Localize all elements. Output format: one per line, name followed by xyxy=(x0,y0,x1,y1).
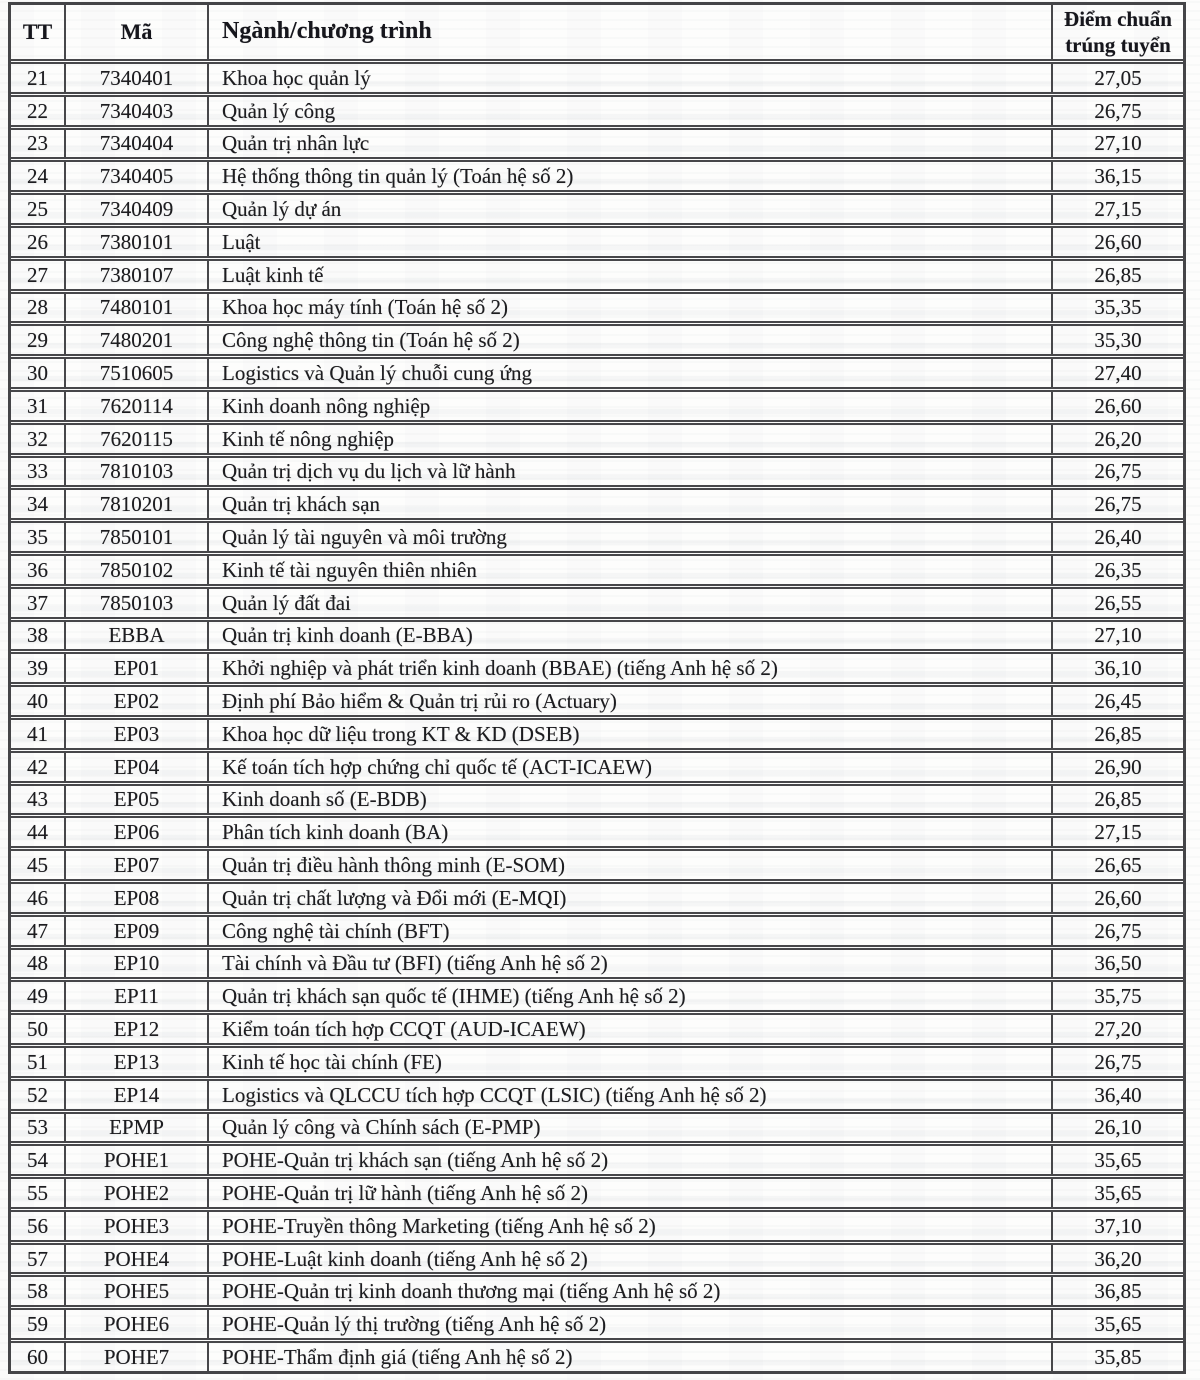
program-cell: POHE-Luật kinh doanh (tiếng Anh hệ số 2) xyxy=(209,1245,1053,1273)
score-cell: 26,40 xyxy=(1094,524,1142,549)
program-cell: Phân tích kinh doanh (BA) xyxy=(209,818,1053,846)
tt-cell: 45 xyxy=(11,851,66,879)
score-cell: 26,75 xyxy=(1094,1049,1142,1074)
code-cell: 7340409 xyxy=(66,195,209,223)
code-cell: 7620115 xyxy=(66,425,209,453)
program-cell: Quản trị nhân lực xyxy=(209,130,1053,158)
tt-cell: 39 xyxy=(11,654,66,682)
table-row xyxy=(11,1240,1183,1273)
program-cell: POHE-Quản lý thị trường (tiếng Anh hệ số 2) xyxy=(209,1310,1053,1338)
table-row xyxy=(11,682,1183,715)
score-cell: 26,35 xyxy=(1094,557,1142,582)
tt-cell: 50 xyxy=(11,1015,66,1043)
tt-cell: 30 xyxy=(11,359,66,387)
score-cell: 26,55 xyxy=(1094,590,1142,615)
program-cell: Kiểm toán tích hợp CCQT (AUD-ICAEW) xyxy=(209,1015,1053,1043)
code-cell: EP09 xyxy=(66,917,209,945)
table-row xyxy=(11,617,1183,650)
tt-cell: 24 xyxy=(11,162,66,190)
table-row xyxy=(11,977,1183,1010)
score-cell: 35,30 xyxy=(1094,328,1142,353)
tt-cell: 38 xyxy=(11,622,66,650)
program-cell: POHE-Truyền thông Marketing (tiếng Anh hệ số 2) xyxy=(209,1212,1053,1240)
code-cell: 7510605 xyxy=(66,359,209,387)
program-cell: Định phí Bảo hiểm & Quản trị rủi ro (Actuary) xyxy=(209,687,1053,715)
tt-cell: 35 xyxy=(11,523,66,551)
table-row xyxy=(11,1174,1183,1207)
tt-cell: 33 xyxy=(11,458,66,486)
score-cell: 27,20 xyxy=(1094,1016,1142,1041)
score-cell: 26,60 xyxy=(1094,229,1142,254)
admission-score-table xyxy=(8,2,1186,1374)
table-row xyxy=(11,190,1183,223)
code-cell: EP04 xyxy=(66,753,209,781)
tt-cell: 54 xyxy=(11,1146,66,1174)
tt-cell: 47 xyxy=(11,917,66,945)
tt-cell: 27 xyxy=(11,261,66,289)
tt-cell: 49 xyxy=(11,982,66,1010)
program-cell: Logistics và Quản lý chuỗi cung ứng xyxy=(209,359,1053,387)
code-cell: EP13 xyxy=(66,1048,209,1076)
tt-cell: 59 xyxy=(11,1310,66,1338)
program-cell: Quản lý tài nguyên và môi trường xyxy=(209,523,1053,551)
score-cell: 35,65 xyxy=(1094,1312,1142,1337)
code-cell: EP05 xyxy=(66,786,209,814)
tt-cell: 28 xyxy=(11,294,66,322)
header-tt: TT xyxy=(11,5,66,59)
table-row xyxy=(11,1109,1183,1142)
program-cell: Luật kinh tế xyxy=(209,261,1053,289)
program-cell: Quản trị điều hành thông minh (E-SOM) xyxy=(209,851,1053,879)
table-row xyxy=(11,1207,1183,1240)
score-cell: 26,65 xyxy=(1094,852,1142,877)
program-cell: Kinh tế nông nghiệp xyxy=(209,425,1053,453)
code-cell: EP07 xyxy=(66,851,209,879)
tt-cell: 31 xyxy=(11,392,66,420)
table-row xyxy=(11,420,1183,453)
program-cell: Kinh doanh nông nghiệp xyxy=(209,392,1053,420)
table-row xyxy=(11,781,1183,814)
tt-cell: 48 xyxy=(11,950,66,978)
program-cell: Khoa học máy tính (Toán hệ số 2) xyxy=(209,294,1053,322)
score-cell: 27,40 xyxy=(1094,361,1142,385)
table-row xyxy=(11,1141,1183,1174)
table-row xyxy=(11,1010,1183,1043)
tt-cell: 25 xyxy=(11,195,66,223)
tt-cell: 44 xyxy=(11,818,66,846)
table-row xyxy=(11,321,1183,354)
code-cell: 7810103 xyxy=(66,458,209,486)
table-row xyxy=(11,1076,1183,1109)
code-cell: EP12 xyxy=(66,1015,209,1043)
tt-cell: 32 xyxy=(11,425,66,453)
score-cell: 36,40 xyxy=(1094,1082,1142,1107)
tt-cell: 52 xyxy=(11,1081,66,1109)
score-cell: 26,75 xyxy=(1094,459,1142,484)
program-cell: POHE-Thẩm định giá (tiếng Anh hệ số 2) xyxy=(209,1343,1053,1371)
program-cell: Khoa học dữ liệu trong KT & KD (DSEB) xyxy=(209,720,1053,748)
tt-cell: 26 xyxy=(11,228,66,256)
table-row xyxy=(11,912,1183,945)
table-row xyxy=(11,1338,1183,1371)
score-cell: 35,65 xyxy=(1094,1148,1142,1173)
score-cell: 26,60 xyxy=(1094,393,1142,418)
code-cell: 7380107 xyxy=(66,261,209,289)
table-row xyxy=(11,846,1183,879)
table-row xyxy=(11,715,1183,748)
code-cell: POHE7 xyxy=(66,1343,209,1371)
program-cell: Quản trị khách sạn quốc tế (IHME) (tiếng Anh hệ số 2) xyxy=(209,982,1053,1010)
header-code: Mã xyxy=(66,5,209,59)
program-cell: Kế toán tích hợp chứng chỉ quốc tế (ACT-ICAEW) xyxy=(209,753,1053,781)
code-cell: EP10 xyxy=(66,950,209,978)
tt-cell: 58 xyxy=(11,1277,66,1305)
tt-cell: 40 xyxy=(11,687,66,715)
program-cell: Luật xyxy=(209,228,1053,256)
program-cell: Khởi nghiệp và phát triển kinh doanh (BBAE) (tiếng Anh hệ số 2) xyxy=(209,654,1053,682)
table-row xyxy=(11,813,1183,846)
table-row xyxy=(11,1305,1183,1338)
program-cell: Quản trị khách sạn xyxy=(209,490,1053,518)
table-row xyxy=(11,879,1183,912)
tt-cell: 57 xyxy=(11,1245,66,1273)
code-cell: POHE1 xyxy=(66,1146,209,1174)
code-cell: 7340401 xyxy=(66,64,209,92)
code-cell: EP01 xyxy=(66,654,209,682)
score-cell: 26,20 xyxy=(1094,426,1142,451)
tt-cell: 36 xyxy=(11,556,66,584)
code-cell: EP06 xyxy=(66,818,209,846)
program-cell: Quản trị kinh doanh (E-BBA) xyxy=(209,622,1053,650)
code-cell: EP02 xyxy=(66,687,209,715)
code-cell: 7850102 xyxy=(66,556,209,584)
score-cell: 26,75 xyxy=(1094,98,1142,123)
table-row xyxy=(11,551,1183,584)
score-cell: 36,85 xyxy=(1094,1279,1142,1304)
program-cell: POHE-Quản trị kinh doanh thương mại (tiếng Anh hệ số 2) xyxy=(209,1277,1053,1305)
table-row xyxy=(11,59,1183,92)
program-cell: Quản trị dịch vụ du lịch và lữ hành xyxy=(209,458,1053,486)
score-cell: 35,85 xyxy=(1094,1344,1142,1369)
score-cell: 36,20 xyxy=(1094,1246,1142,1271)
code-cell: POHE4 xyxy=(66,1245,209,1273)
table-row xyxy=(11,518,1183,551)
table-row xyxy=(11,223,1183,256)
code-cell: EPMP xyxy=(66,1114,209,1142)
table-row xyxy=(11,945,1183,978)
score-cell: 26,75 xyxy=(1094,492,1142,517)
code-cell: 7480101 xyxy=(66,294,209,322)
program-cell: Quản lý dự án xyxy=(209,195,1053,223)
code-cell: POHE2 xyxy=(66,1179,209,1207)
table-row xyxy=(11,387,1183,420)
header-program: Ngành/chương trình xyxy=(209,5,1053,59)
table-row xyxy=(11,256,1183,289)
score-cell: 35,35 xyxy=(1094,295,1142,320)
score-cell: 26,85 xyxy=(1094,721,1142,746)
table-row xyxy=(11,157,1183,190)
table-row xyxy=(11,1272,1183,1305)
program-cell: Hệ thống thông tin quản lý (Toán hệ số 2) xyxy=(209,162,1053,190)
code-cell: EP14 xyxy=(66,1081,209,1109)
tt-cell: 56 xyxy=(11,1212,66,1240)
tt-cell: 21 xyxy=(11,64,66,92)
tt-cell: 22 xyxy=(11,97,66,125)
score-cell: 37,10 xyxy=(1094,1213,1142,1238)
score-cell: 26,85 xyxy=(1094,262,1142,287)
program-cell: Logistics và QLCCU tích hợp CCQT (LSIC) (tiếng Anh hệ số 2) xyxy=(209,1081,1053,1109)
tt-cell: 23 xyxy=(11,130,66,158)
program-cell: Quản trị chất lượng và Đổi mới (E-MQI) xyxy=(209,884,1053,912)
tt-cell: 53 xyxy=(11,1114,66,1142)
score-cell: 27,15 xyxy=(1094,197,1142,222)
score-cell: 27,05 xyxy=(1094,65,1142,90)
tt-cell: 43 xyxy=(11,786,66,814)
table-row xyxy=(11,748,1183,781)
score-cell: 27,15 xyxy=(1094,820,1142,845)
program-cell: Kinh tế học tài chính (FE) xyxy=(209,1048,1053,1076)
program-cell: Quản lý công xyxy=(209,97,1053,125)
score-cell: 36,10 xyxy=(1094,656,1142,681)
table-row xyxy=(11,453,1183,486)
table-row xyxy=(11,125,1183,158)
code-cell: 7340404 xyxy=(66,130,209,158)
code-cell: EBBA xyxy=(66,622,209,650)
code-cell: 7620114 xyxy=(66,392,209,420)
program-cell: POHE-Quản trị khách sạn (tiếng Anh hệ số 2) xyxy=(209,1146,1053,1174)
tt-cell: 34 xyxy=(11,490,66,518)
table-header-row xyxy=(11,5,1183,59)
code-cell: EP11 xyxy=(66,982,209,1010)
code-cell: POHE6 xyxy=(66,1310,209,1338)
tt-cell: 37 xyxy=(11,589,66,617)
code-cell: 7480201 xyxy=(66,326,209,354)
program-cell: Công nghệ tài chính (BFT) xyxy=(209,917,1053,945)
score-cell: 26,90 xyxy=(1094,754,1142,779)
code-cell: POHE5 xyxy=(66,1277,209,1305)
code-cell: 7850103 xyxy=(66,589,209,617)
score-cell: 27,10 xyxy=(1094,623,1142,648)
code-cell: 7380101 xyxy=(66,228,209,256)
program-cell: Kinh tế tài nguyên thiên nhiên xyxy=(209,556,1053,584)
score-cell: 26,85 xyxy=(1094,787,1142,812)
score-cell: 27,10 xyxy=(1094,131,1142,156)
code-cell: 7340403 xyxy=(66,97,209,125)
tt-cell: 60 xyxy=(11,1343,66,1371)
code-cell: 7340405 xyxy=(66,162,209,190)
tt-cell: 55 xyxy=(11,1179,66,1207)
score-cell: 26,45 xyxy=(1094,688,1142,713)
code-cell: 7810201 xyxy=(66,490,209,518)
program-cell: Khoa học quản lý xyxy=(209,64,1053,92)
tt-cell: 42 xyxy=(11,753,66,781)
program-cell: Công nghệ thông tin (Toán hệ số 2) xyxy=(209,326,1053,354)
table-row xyxy=(11,354,1183,387)
table-row xyxy=(11,1043,1183,1076)
table-row xyxy=(11,92,1183,125)
tt-cell: 46 xyxy=(11,884,66,912)
score-cell: 35,65 xyxy=(1094,1180,1142,1205)
program-cell: Quản lý công và Chính sách (E-PMP) xyxy=(209,1114,1053,1142)
program-cell: Quản lý đất đai xyxy=(209,589,1053,617)
table-row xyxy=(11,649,1183,682)
score-cell: 26,10 xyxy=(1094,1115,1142,1140)
program-cell: Kinh doanh số (E-BDB) xyxy=(209,786,1053,814)
score-cell: 26,60 xyxy=(1094,885,1142,910)
tt-cell: 41 xyxy=(11,720,66,748)
code-cell: POHE3 xyxy=(66,1212,209,1240)
header-score: Điểm chuẩn trúng tuyển xyxy=(1064,6,1172,57)
tt-cell: 29 xyxy=(11,326,66,354)
tt-cell: 51 xyxy=(11,1048,66,1076)
program-cell: Tài chính và Đầu tư (BFI) (tiếng Anh hệ số 2) xyxy=(209,950,1053,978)
table-row xyxy=(11,289,1183,322)
program-cell: POHE-Quản trị lữ hành (tiếng Anh hệ số 2) xyxy=(209,1179,1053,1207)
score-cell: 26,75 xyxy=(1094,918,1142,943)
table-row xyxy=(11,485,1183,518)
table-row xyxy=(11,584,1183,617)
score-cell: 36,15 xyxy=(1094,164,1142,189)
code-cell: EP08 xyxy=(66,884,209,912)
code-cell: EP03 xyxy=(66,720,209,748)
code-cell: 7850101 xyxy=(66,523,209,551)
score-cell: 36,50 xyxy=(1094,951,1142,976)
score-cell: 35,75 xyxy=(1094,984,1142,1009)
